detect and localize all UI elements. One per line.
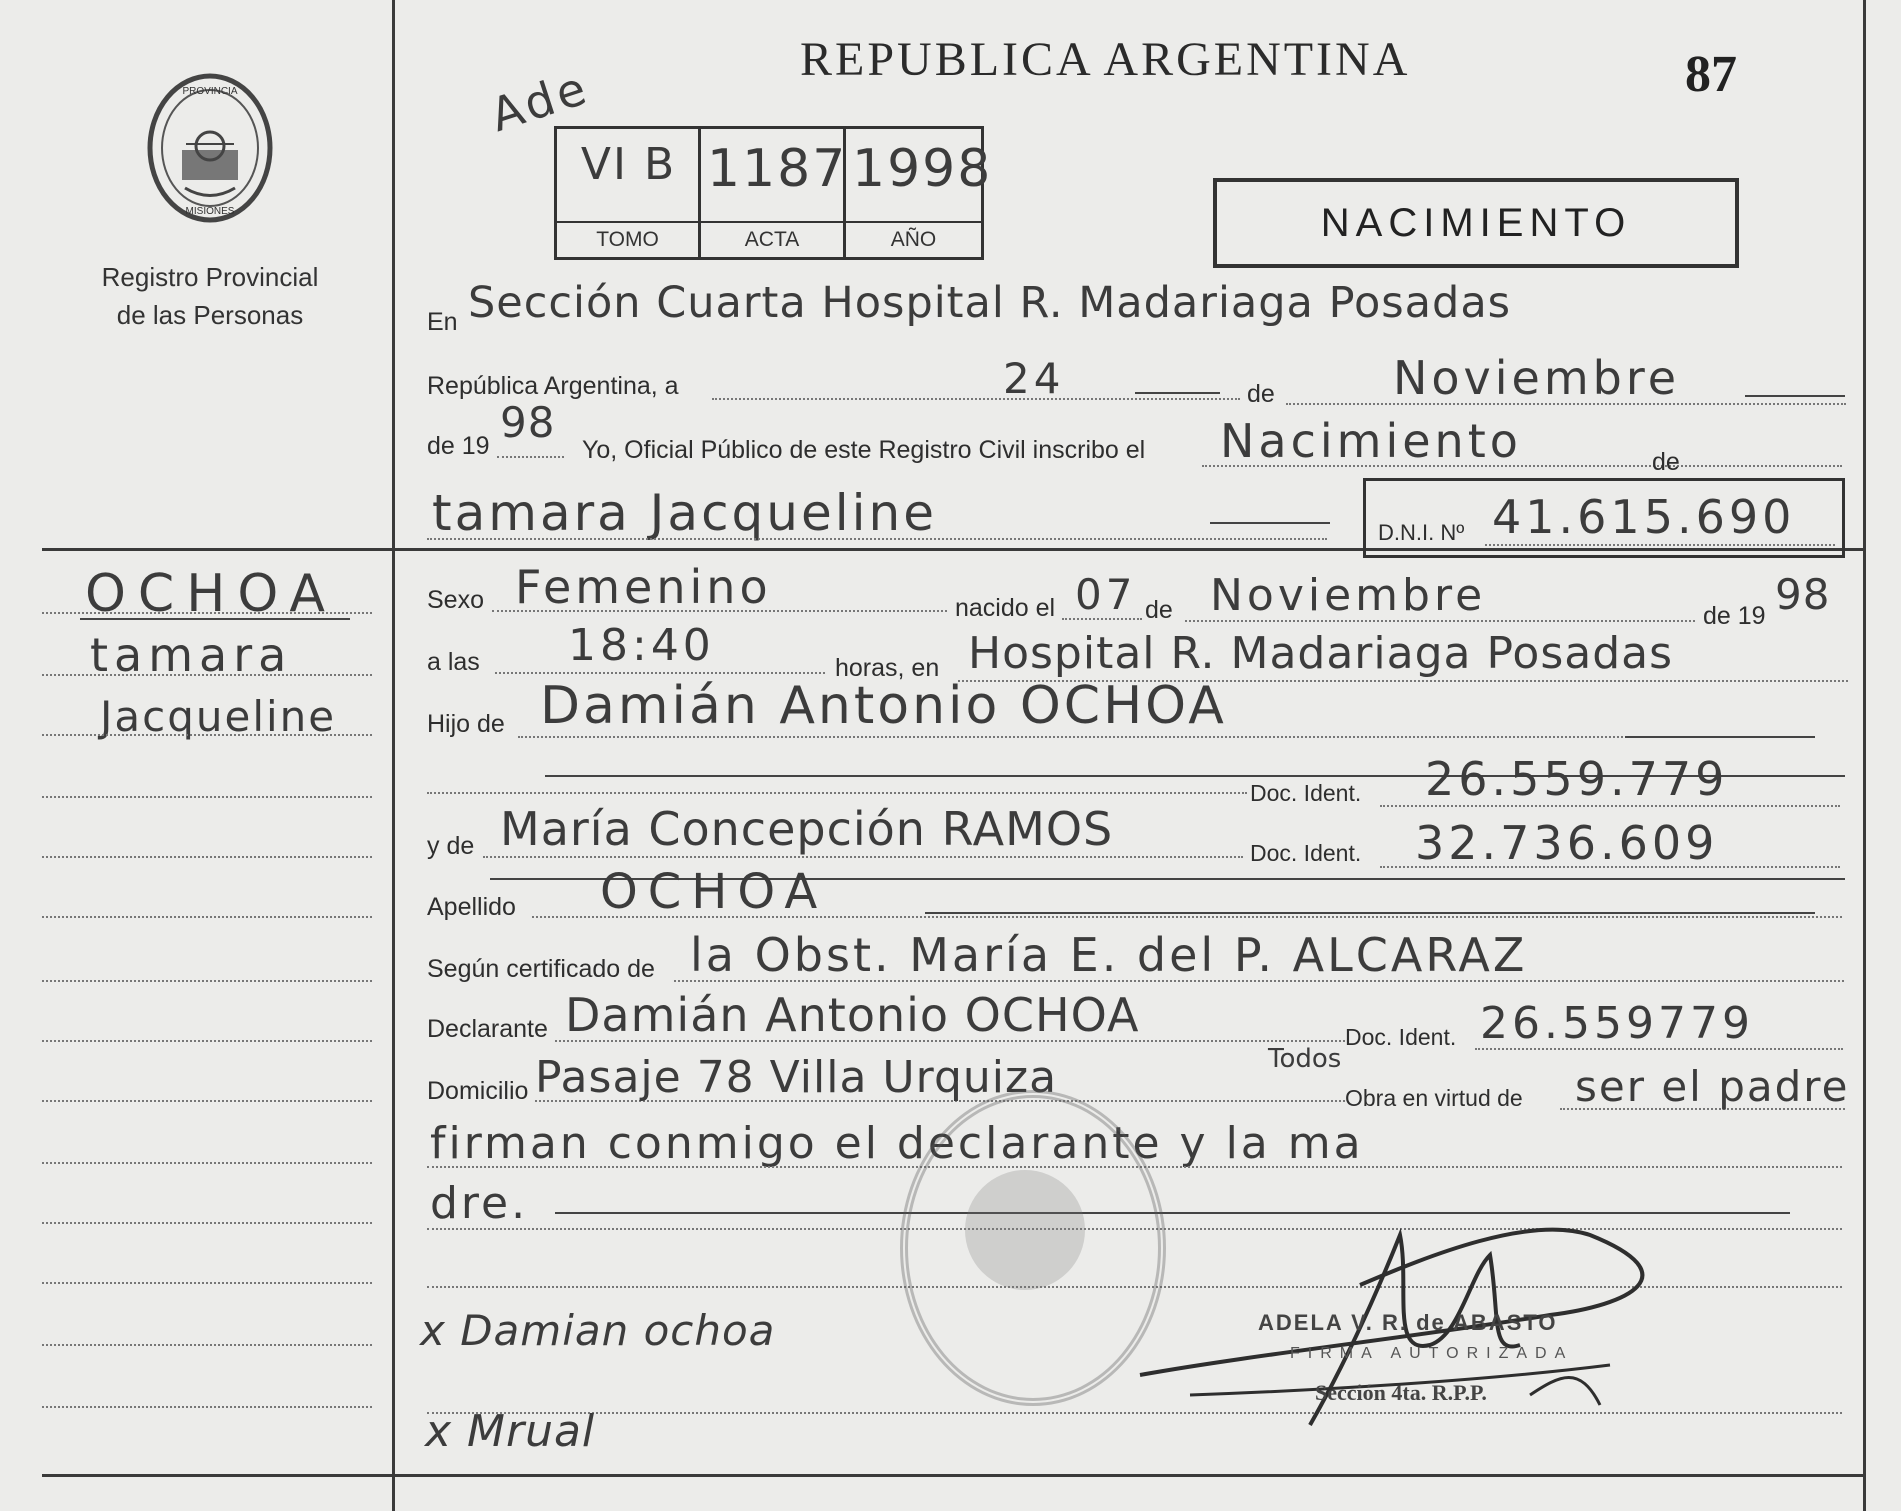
marginal-given-1: tamara bbox=[90, 628, 293, 682]
birth-year-value: 98 bbox=[1775, 570, 1831, 619]
acta-value: 1187 bbox=[707, 139, 848, 199]
father-doc-dotline-a bbox=[427, 792, 1247, 794]
father-underline bbox=[1625, 736, 1815, 738]
acta-label: ACTA bbox=[701, 221, 843, 257]
country-title: REPUBLICA ARGENTINA bbox=[800, 33, 1411, 86]
margin-dotline-2 bbox=[42, 674, 372, 676]
birth-day-value: 07 bbox=[1075, 570, 1137, 619]
margin-dotline-11 bbox=[42, 1222, 372, 1224]
marginal-surname-underline bbox=[80, 618, 350, 620]
declarante-doc-value: 26.559779 bbox=[1480, 998, 1754, 1049]
register-reference-box bbox=[554, 126, 993, 260]
marginal-surname: OCHOA bbox=[85, 564, 337, 624]
de19-label: de 19 bbox=[427, 432, 490, 460]
margin-dotline-14 bbox=[42, 1406, 372, 1408]
declarante-doc-label: Doc. Ident. bbox=[1345, 1024, 1457, 1050]
mother-dotline bbox=[483, 856, 1243, 858]
marginal-given-2: Jacqueline bbox=[100, 692, 337, 741]
hijo-label: Hijo de bbox=[427, 710, 505, 738]
day-value: 24 bbox=[1003, 354, 1065, 403]
registry-line-2: de las Personas bbox=[116, 300, 304, 330]
name-value: tamara Jacqueline bbox=[432, 484, 937, 542]
a-las-label: a las bbox=[427, 648, 480, 676]
mother-doc-label: Doc. Ident. bbox=[1250, 840, 1362, 866]
declarant-signature: x Damian ochoa bbox=[420, 1306, 776, 1355]
registry-line-1: Registro Provincial bbox=[101, 262, 319, 292]
day-underline bbox=[1135, 392, 1220, 394]
inscribe-value: Nacimiento bbox=[1220, 414, 1522, 468]
emblem-text-bottom: MISIONES bbox=[185, 206, 235, 217]
father-dotline bbox=[518, 736, 1810, 738]
place-value: Hospital R. Madariaga Posadas bbox=[968, 628, 1674, 679]
de-label-3: de bbox=[1145, 596, 1173, 624]
declarante-value: Damián Antonio OCHOA bbox=[565, 988, 1140, 1042]
page-number: 87 bbox=[1685, 46, 1737, 103]
footer-divider bbox=[42, 1474, 1866, 1477]
dni-dotline bbox=[1485, 544, 1835, 546]
birth-month-value: Noviembre bbox=[1210, 570, 1487, 621]
obra-label: Obra en virtud de bbox=[1345, 1085, 1523, 1111]
certificado-value: la Obst. María E. del P. ALCARAZ bbox=[690, 928, 1528, 982]
margin-dotline-8 bbox=[42, 1040, 372, 1042]
tomo-cell bbox=[557, 129, 701, 257]
oficial-label: Yo, Oficial Público de este Registro Civil inscribo el bbox=[582, 436, 1146, 464]
official-role-stamp: FIRMA AUTORIZADA bbox=[1290, 1345, 1574, 1362]
margin-dotline-1 bbox=[42, 612, 372, 614]
apellido-label: Apellido bbox=[427, 893, 516, 921]
registry-title bbox=[55, 258, 365, 334]
acta-cell bbox=[701, 129, 846, 257]
republica-dotline bbox=[712, 398, 1240, 400]
obra-value: ser el padre bbox=[1575, 1062, 1850, 1111]
tomo-label: TOMO bbox=[557, 221, 698, 257]
sexo-value: Femenino bbox=[515, 560, 772, 614]
sexo-label: Sexo bbox=[427, 586, 484, 614]
obra-prefix: Todos bbox=[1268, 1044, 1342, 1074]
margin-dotline-6 bbox=[42, 916, 372, 918]
dni-label: D.N.I. Nº bbox=[1378, 520, 1465, 545]
de-label: de bbox=[1247, 380, 1275, 408]
declarante-label: Declarante bbox=[427, 1015, 548, 1043]
horas-label: horas, en bbox=[835, 654, 940, 682]
hour-dotline bbox=[495, 672, 825, 674]
dni-value: 41.615.690 bbox=[1492, 490, 1796, 544]
margin-dotline-9 bbox=[42, 1100, 372, 1102]
official-name-stamp: ADELA V. R. de ABASTO bbox=[1258, 1310, 1558, 1335]
note-line-2: dre. bbox=[430, 1178, 529, 1229]
hour-value: 18:40 bbox=[568, 620, 715, 671]
margin-dotline-5 bbox=[42, 856, 372, 858]
handwritten-annotation: Ade bbox=[484, 59, 597, 143]
mother-signature: x Mrual bbox=[425, 1406, 596, 1457]
margin-dotline-4 bbox=[42, 796, 372, 798]
mother-doc-value: 32.736.609 bbox=[1415, 816, 1719, 870]
father-doc-label: Doc. Ident. bbox=[1250, 780, 1362, 806]
margin-dotline-12 bbox=[42, 1282, 372, 1284]
mother-value: María Concepción RAMOS bbox=[500, 802, 1114, 856]
margin-dotline-7 bbox=[42, 980, 372, 982]
domicilio-label: Domicilio bbox=[427, 1077, 529, 1105]
anio-value: 1998 bbox=[852, 139, 993, 199]
tomo-value: VI B bbox=[580, 139, 677, 190]
republica-label: República Argentina, a bbox=[427, 372, 679, 400]
de-label-2: de bbox=[1652, 448, 1680, 476]
father-value: Damián Antonio OCHOA bbox=[540, 676, 1227, 736]
month-value: Noviembre bbox=[1393, 351, 1681, 405]
note-line-1: firman conmigo el declarante y la ma bbox=[430, 1118, 1364, 1169]
en-label: En bbox=[427, 308, 458, 336]
year-dotline bbox=[497, 456, 564, 458]
year-value: 98 bbox=[500, 398, 556, 447]
right-page-border bbox=[1863, 0, 1866, 1511]
certificado-label: Según certificado de bbox=[427, 955, 655, 983]
emblem-text-top: PROVINCIA bbox=[182, 86, 238, 97]
apellido-underline bbox=[925, 912, 1815, 914]
registry-seal-center bbox=[965, 1170, 1085, 1290]
margin-dotline-10 bbox=[42, 1162, 372, 1164]
apellido-value: OCHOA bbox=[600, 864, 828, 920]
anio-cell bbox=[846, 129, 993, 257]
nacido-label: nacido el bbox=[955, 594, 1056, 622]
left-column-divider bbox=[392, 0, 395, 1511]
record-type-box: NACIMIENTO bbox=[1213, 178, 1739, 268]
father-doc-value: 26.559.779 bbox=[1425, 752, 1729, 806]
domicilio-value: Pasaje 78 Villa Urquiza bbox=[535, 1052, 1058, 1103]
en-value: Sección Cuarta Hospital R. Madariaga Posadas bbox=[468, 278, 1512, 328]
provincia-de-misiones-seal-icon bbox=[130, 68, 290, 228]
margin-dotline-13 bbox=[42, 1344, 372, 1346]
month-underline bbox=[1745, 395, 1845, 397]
name-dotline bbox=[427, 538, 1327, 540]
de19-label-2: de 19 bbox=[1703, 602, 1766, 630]
anio-label: AÑO bbox=[846, 221, 981, 257]
margin-dotline-3 bbox=[42, 734, 372, 736]
name-underline bbox=[1210, 522, 1330, 524]
official-section-stamp: Sección 4ta. R.P.P. bbox=[1315, 1380, 1487, 1405]
y-de-label: y de bbox=[427, 832, 475, 860]
